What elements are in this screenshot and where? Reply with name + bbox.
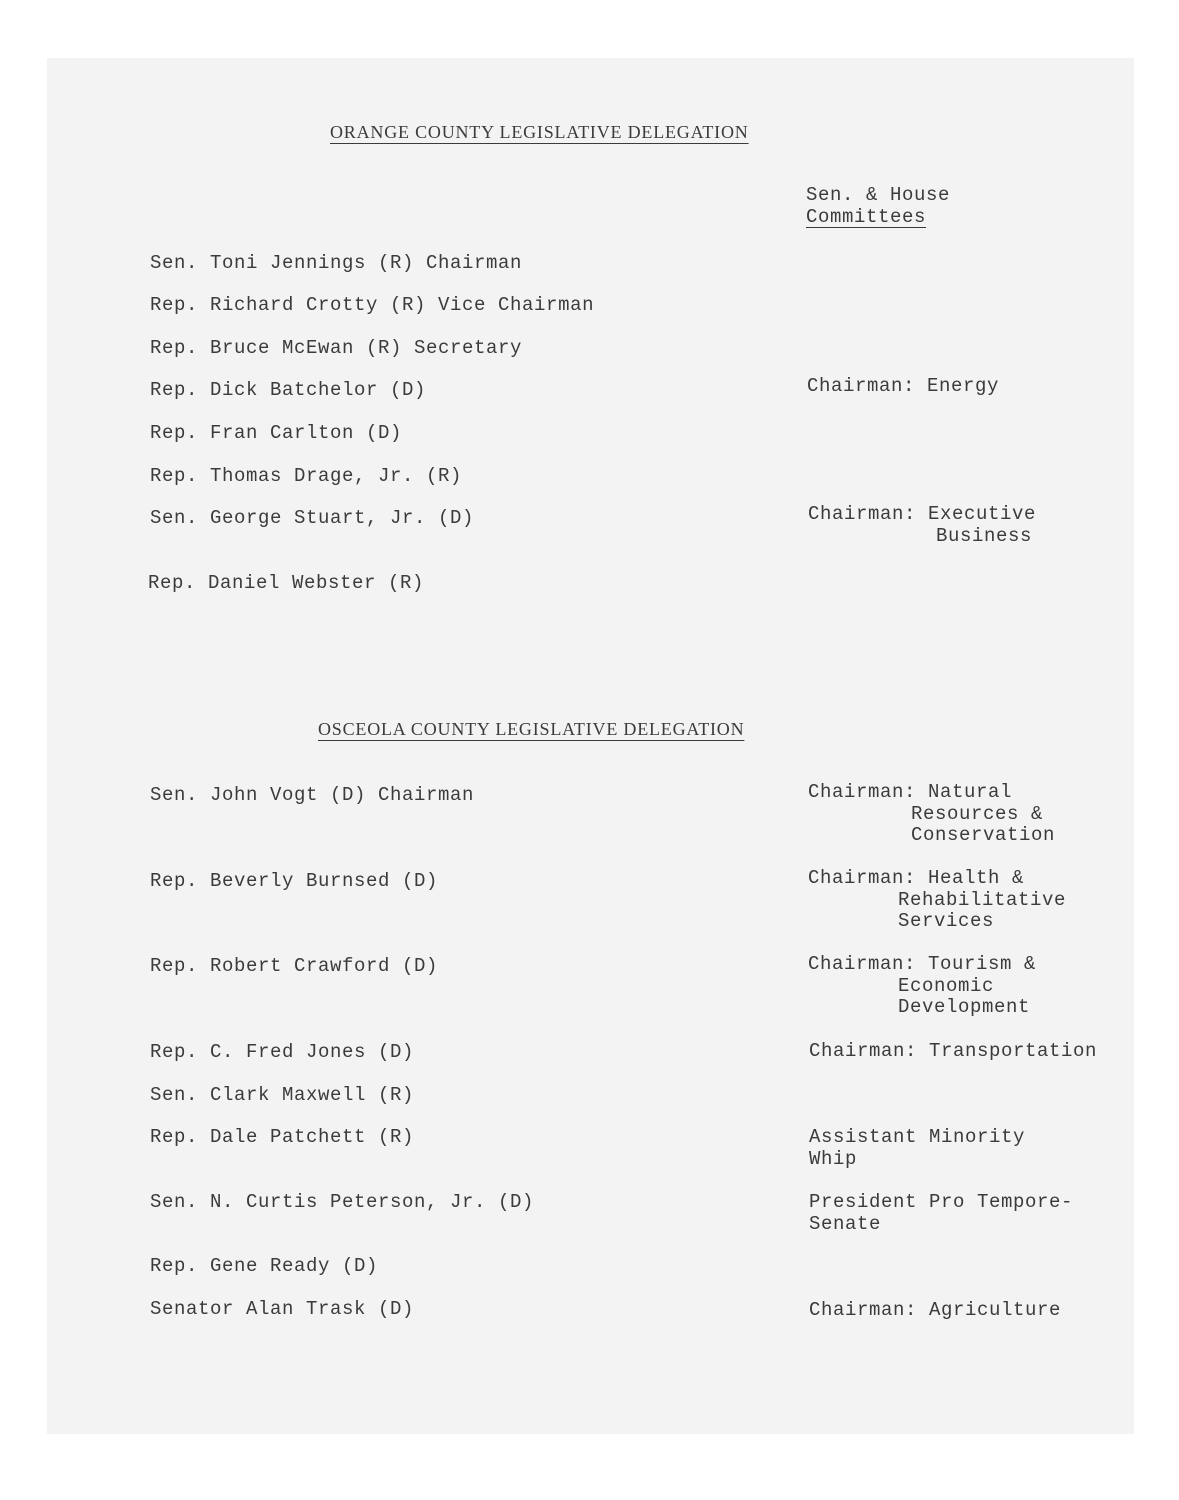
- committee-line: President Pro Tempore-: [809, 1191, 1074, 1213]
- member-name: Senator Alan Trask (D): [150, 1298, 415, 1320]
- committee-line: Chairman: Health &: [808, 867, 1025, 889]
- member-name: Rep. Bruce McEwan (R) Secretary: [150, 337, 523, 359]
- member-name: Rep. Gene Ready (D): [150, 1255, 379, 1277]
- committee-line: Conservation: [911, 824, 1056, 846]
- member-name: Rep. Thomas Drage, Jr. (R): [150, 465, 463, 487]
- committee-line: Business: [936, 524, 1033, 547]
- member-name: Sen. N. Curtis Peterson, Jr. (D): [150, 1191, 535, 1213]
- member-committee: Chairman: Transportation: [809, 1041, 1098, 1062]
- committee-line: Assistant Minority: [809, 1126, 1026, 1148]
- committee-line: Senate: [809, 1212, 882, 1235]
- member-name: Sen. Toni Jennings (R) Chairman: [150, 252, 523, 274]
- member-name: Rep. Richard Crotty (R) Vice Chairman: [150, 294, 595, 316]
- member-name: Sen. Clark Maxwell (R): [150, 1084, 415, 1106]
- member-name: Rep. Dick Batchelor (D): [150, 379, 427, 401]
- member-name: Rep. C. Fred Jones (D): [150, 1041, 415, 1063]
- committee-line: Services: [898, 910, 995, 932]
- committee-line: Chairman: Tourism &: [808, 953, 1037, 975]
- member-committee: [808, 782, 1055, 847]
- member-name: Sen. George Stuart, Jr. (D): [150, 507, 475, 529]
- member-committee: [809, 1192, 1073, 1235]
- member-committee: [808, 504, 1036, 547]
- committees-header-line1: Sen. & House: [806, 184, 951, 206]
- member-name: Rep. Robert Crawford (D): [150, 955, 439, 977]
- committee-line: Chairman: Natural: [808, 781, 1013, 803]
- orange-delegation-title: ORANGE COUNTY LEGISLATIVE DELEGATION: [330, 122, 749, 142]
- member-name: Rep. Daniel Webster (R): [148, 572, 425, 594]
- member-committee: Chairman: Energy: [807, 375, 1000, 397]
- member-name: Rep. Beverly Burnsed (D): [150, 870, 439, 892]
- member-committee: [808, 868, 1066, 933]
- committee-line: Development: [898, 996, 1031, 1018]
- member-name: Rep. Fran Carlton (D): [150, 422, 403, 444]
- committee-line: Chairman: Executive: [808, 503, 1037, 525]
- member-committee: [809, 1127, 1025, 1170]
- committee-line: Whip: [809, 1147, 858, 1170]
- member-committee: Chairman: Agriculture: [809, 1299, 1062, 1321]
- member-name: Sen. John Vogt (D) Chairman: [150, 784, 475, 806]
- committees-column-header: [806, 185, 952, 228]
- member-name: Rep. Dale Patchett (R): [150, 1126, 415, 1148]
- committee-line: Rehabilitative: [898, 888, 1067, 911]
- committees-header-line2: Committees: [806, 205, 927, 228]
- member-committee: [808, 954, 1036, 1019]
- committee-line: Economic: [898, 974, 995, 997]
- committee-line: Resources &: [911, 802, 1044, 825]
- osceola-delegation-title: OSCEOLA COUNTY LEGISLATIVE DELEGATION: [318, 719, 745, 739]
